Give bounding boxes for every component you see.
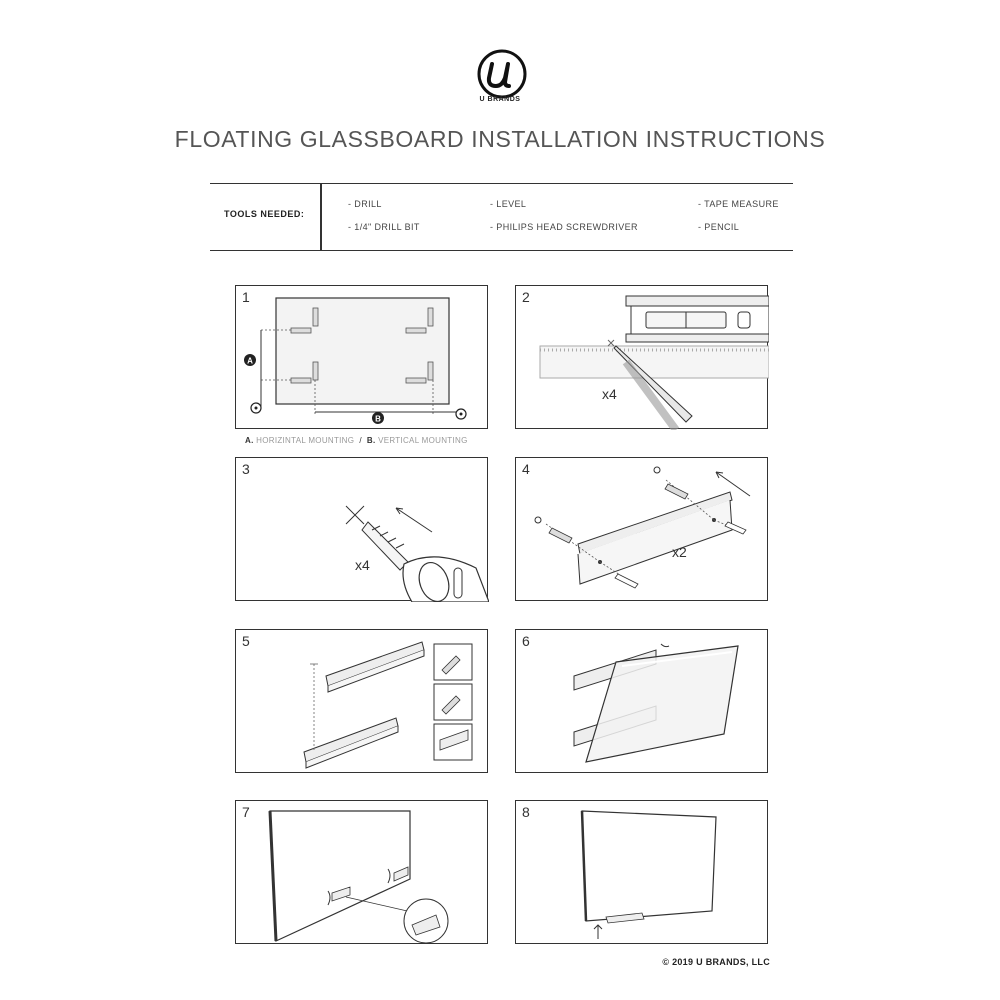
step-1-legend: A. HORIZINTAL MOUNTING / B. VERTICAL MOUNTING xyxy=(245,436,468,445)
legend-b-text: VERTICAL MOUNTING xyxy=(378,436,468,445)
step-7-panel xyxy=(235,800,488,944)
tool-screwdriver: - PHILIPS HEAD SCREWDRIVER xyxy=(490,222,638,232)
marker-a: A xyxy=(247,356,253,366)
tool-drill: - DRILL xyxy=(348,199,382,209)
tools-table xyxy=(210,183,793,251)
tool-level: - LEVEL xyxy=(490,199,527,209)
legend-a-text: HORIZINTAL MOUNTING xyxy=(256,436,355,445)
step-number: 2 xyxy=(522,289,530,305)
step-5-panel xyxy=(235,629,488,773)
page-title: FLOATING GLASSBOARD INSTALLATION INSTRUCTIONS xyxy=(174,126,826,152)
tools-label: TOOLS NEEDED: xyxy=(224,209,305,219)
step-number: 4 xyxy=(522,461,530,477)
step-4-panel xyxy=(515,457,768,601)
step-1-illustration xyxy=(236,286,489,430)
step-2-panel xyxy=(515,285,768,429)
step-8-illustration xyxy=(516,801,769,945)
step-6-illustration xyxy=(516,630,769,774)
step-1-panel xyxy=(235,285,488,429)
step-number: 1 xyxy=(242,289,250,305)
step-4-multiplier: x2 xyxy=(672,544,687,560)
brand-name: U BRANDS xyxy=(479,96,521,103)
legend-a-key: A. xyxy=(245,436,254,445)
step-3-panel xyxy=(235,457,488,601)
step-6-panel xyxy=(515,629,768,773)
step-number: 3 xyxy=(242,461,250,477)
step-4-illustration xyxy=(516,458,769,602)
step-5-illustration xyxy=(236,630,489,774)
legend-b-key: B. xyxy=(366,436,376,445)
step-3-illustration xyxy=(236,458,489,602)
step-2-multiplier: x4 xyxy=(602,386,617,402)
step-number: 6 xyxy=(522,633,530,649)
step-number: 5 xyxy=(242,633,250,649)
step-7-illustration xyxy=(236,801,489,945)
copyright: © 2019 U BRANDS, LLC xyxy=(662,957,770,967)
marker-b: B xyxy=(375,414,381,424)
step-number: 7 xyxy=(242,804,250,820)
step-2-illustration xyxy=(516,286,769,430)
tool-drill-bit: - 1/4" DRILL BIT xyxy=(348,222,420,232)
tool-pencil: - PENCIL xyxy=(698,222,740,232)
step-3-multiplier: x4 xyxy=(355,557,370,573)
tools-divider xyxy=(320,184,322,250)
tool-tape-measure: - TAPE MEASURE xyxy=(698,199,779,209)
step-8-panel xyxy=(515,800,768,944)
step-number: 8 xyxy=(522,804,530,820)
